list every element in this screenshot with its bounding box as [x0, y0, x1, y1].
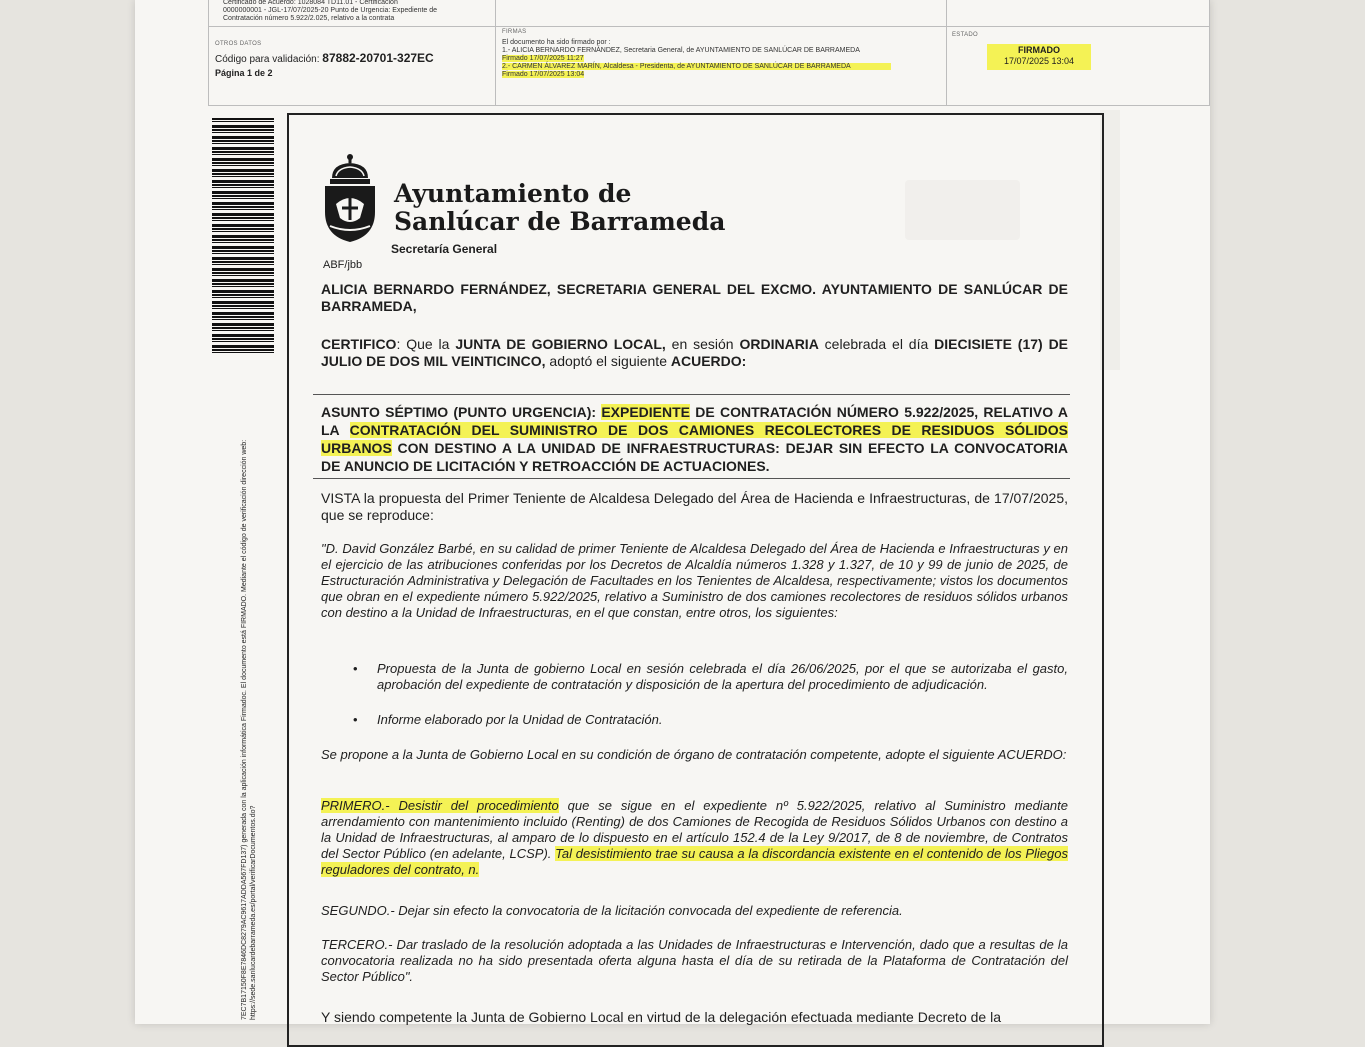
- divider-top: [313, 394, 1070, 395]
- list-item: Propuesta de la Junta de gobierno Local en sesión celebrada el día 26/06/2025, por el que se autorizaba el gasto, aprobación del expediente de contratación y disposición de la apertura del procedimiento de adjudicación.: [377, 661, 1068, 692]
- bullet-mark: •: [353, 661, 358, 676]
- signature-2: 2.- CARMEN ÁLVAREZ MARÍN, Alcaldesa - Presidenta, de AYUNTAMIENTO DE SANLÚCAR DE BARRAMEDA: [502, 63, 942, 71]
- verification-side-text: 7EC7B17150F8E7846DC8279AC9617ADDA567FD137) generada con la aplicación informática Firmadoc. El documento está FIRMADO. Mediante el código de verificación dirección web: https://sede.sanlucardebarrameda.es/portal/verificarDocumentos.do?: [241, 439, 257, 1020]
- list-item: Informe elaborado por la Unidad de Contratación.: [377, 712, 663, 727]
- divider-bottom: [313, 478, 1070, 479]
- coat-of-arms-logo: [322, 152, 378, 244]
- signature-header: [208, 0, 1210, 106]
- status-badge: FIRMADO 17/07/2025 13:04: [987, 44, 1091, 70]
- vista-paragraph: VISTA la propuesta del Primer Teniente de Alcaldesa Delegado del Área de Hacienda e Infraestructuras, de 17/07/2025, que se reproduce:: [321, 490, 1068, 523]
- certification-paragraph: CERTIFICO: Que la JUNTA DE GOBIERNO LOCAL, en sesión ORDINARIA celebrada el día DIECISIETE (17) DE JULIO DE DOS MIL VEINTICINCO, adoptó el siguiente ACUERDO:: [321, 336, 1069, 369]
- subject-heading: ASUNTO SÉPTIMO (PUNTO URGENCIA): EXPEDIENTE DE CONTRATACIÓN NÚMERO 5.922/2025, RELATIVO A LA CONTRATACIÓN DEL SUMINISTRO DE DOS CAMIONES RECOLECTORES DE RESIDUOS SÓLIDOS URBANOS CON DESTINO A LA UNIDAD DE INFRAESTRUCTURAS: DEJAR SIN EFECTO LA CONVOCATORIA DE ANUNCIO DE LICITACIÓN Y RETROACCIÓN DE ACTUACIONES.: [321, 404, 1069, 474]
- header-cell-firmas: FIRMAS El documento ha sido firmado por : 1.- ALICIA BERNARDO FERNÁNDEZ, Secretaria General, de AYUNTAMIENTO DE SANLÚCAR DE BARRAMEDA Firmado 17/07/2025 11:27 2.- CARMEN ÁLVAREZ MARÍN, Alcaldesa - Presidenta, de AYUNTAMIENTO DE SANLÚCAR DE BARRAMEDA Firmado 17/07/2025 13:04: [496, 0, 947, 105]
- page-count: Página 1 de 2: [215, 68, 273, 78]
- barcode: [212, 118, 274, 354]
- proposal-paragraph: Se propone a la Junta de Gobierno Local en su condición de órgano de contratación competente, adopte el siguiente ACUERDO:: [321, 747, 1067, 762]
- validation-code: 87882-20701-327EC: [322, 51, 434, 65]
- signature-1-date: Firmado 17/07/2025 11:27: [502, 55, 584, 62]
- certifier-intro: ALICIA BERNARDO FERNÁNDEZ, SECRETARIA GENERAL DEL EXCMO. AYUNTAMIENTO DE SANLÚCAR DE BARRAMEDA,: [321, 281, 1068, 314]
- header-cell-estado: ESTADO FIRMADO 17/07/2025 13:04: [947, 0, 1209, 105]
- signature-2-date: Firmado 17/07/2025 13:04: [502, 71, 585, 78]
- organization-name: Ayuntamiento de Sanlúcar de Barrameda: [394, 179, 726, 236]
- department-name: Secretaría General: [391, 242, 498, 256]
- bullet-mark: •: [353, 712, 358, 727]
- closing-paragraph: Y siendo competente la Junta de Gobierno Local en virtud de la delegación efectuada mediante Decreto de la: [321, 1009, 1001, 1025]
- signature-1: 1.- ALICIA BERNARDO FERNÁNDEZ, Secretaria General, de AYUNTAMIENTO DE SANLÚCAR DE BARRAMEDA: [502, 47, 860, 54]
- reference-code: ABF/jbb: [323, 259, 363, 271]
- segundo-paragraph: SEGUNDO.- Dejar sin efecto la convocatoria de la licitación convocada del expediente de referencia.: [321, 903, 903, 918]
- tercero-paragraph: TERCERO.- Dar traslado de la resolución adoptada a las Unidades de Infraestructuras e Intervención, dado que a resultas de la convocatoria realizada no ha sido presentada oferta alguna hasta el día de su retirada de la Plataforma de Contratación del Sector Público".: [321, 937, 1068, 984]
- primero-paragraph: PRIMERO.- Desistir del procedimiento que se sigue en el expediente nº 5.922/2025, relativo al Suministro mediante arrendamiento con mantenimiento incluido (Renting) de dos Camiones de Recogida de Residuos Sólidos Urbanos con destino a la Unidad de Infraestructuras, al amparo de lo dispuesto en el artículo 152.4 de la Ley 9/2017, de 8 de noviembre, de Contratos del Sector Público (en adelante, LCSP). Tal desistimiento trae su causa a la discordancia existente en el contenido de los Pliegos reguladores del contrato, n.: [321, 798, 1068, 877]
- validation-code-label: Código para validación:: [215, 54, 320, 65]
- header-cell-otros: Certificado de Acuerdo: 1028084 TD11.01 - Certificación 0000000001 - JGL-17/07/2025-20 Punto de Urgencia: Expediente de Contratación número 5.922/2.025, relativo a la contrata OTROS DATOS Código para validación: 87882-20701-327EC Página 1 de 2: [209, 0, 496, 105]
- quoted-proposal: "D. David González Barbé, en su calidad de primer Teniente de Alcaldesa Delegado del Área de Hacienda e Infraestructuras y en el ejercicio de las atribuciones conferidas por los Decretos de Alcaldía números 1.328 y 1.327, de 10 y 99 de junio de 2025, de Estructuración Administrativa y Delegación de Facultades en los Tenientes de Alcaldesa, respectivamente; vistos los documentos que obran en el expediente número 5.922/2025, relativo a Suministro de dos camiones recolectores de residuos sólidos urbanos con destino a la Unidad de Infraestructuras, en el que constan, entre otros, los siguientes:: [321, 541, 1068, 620]
